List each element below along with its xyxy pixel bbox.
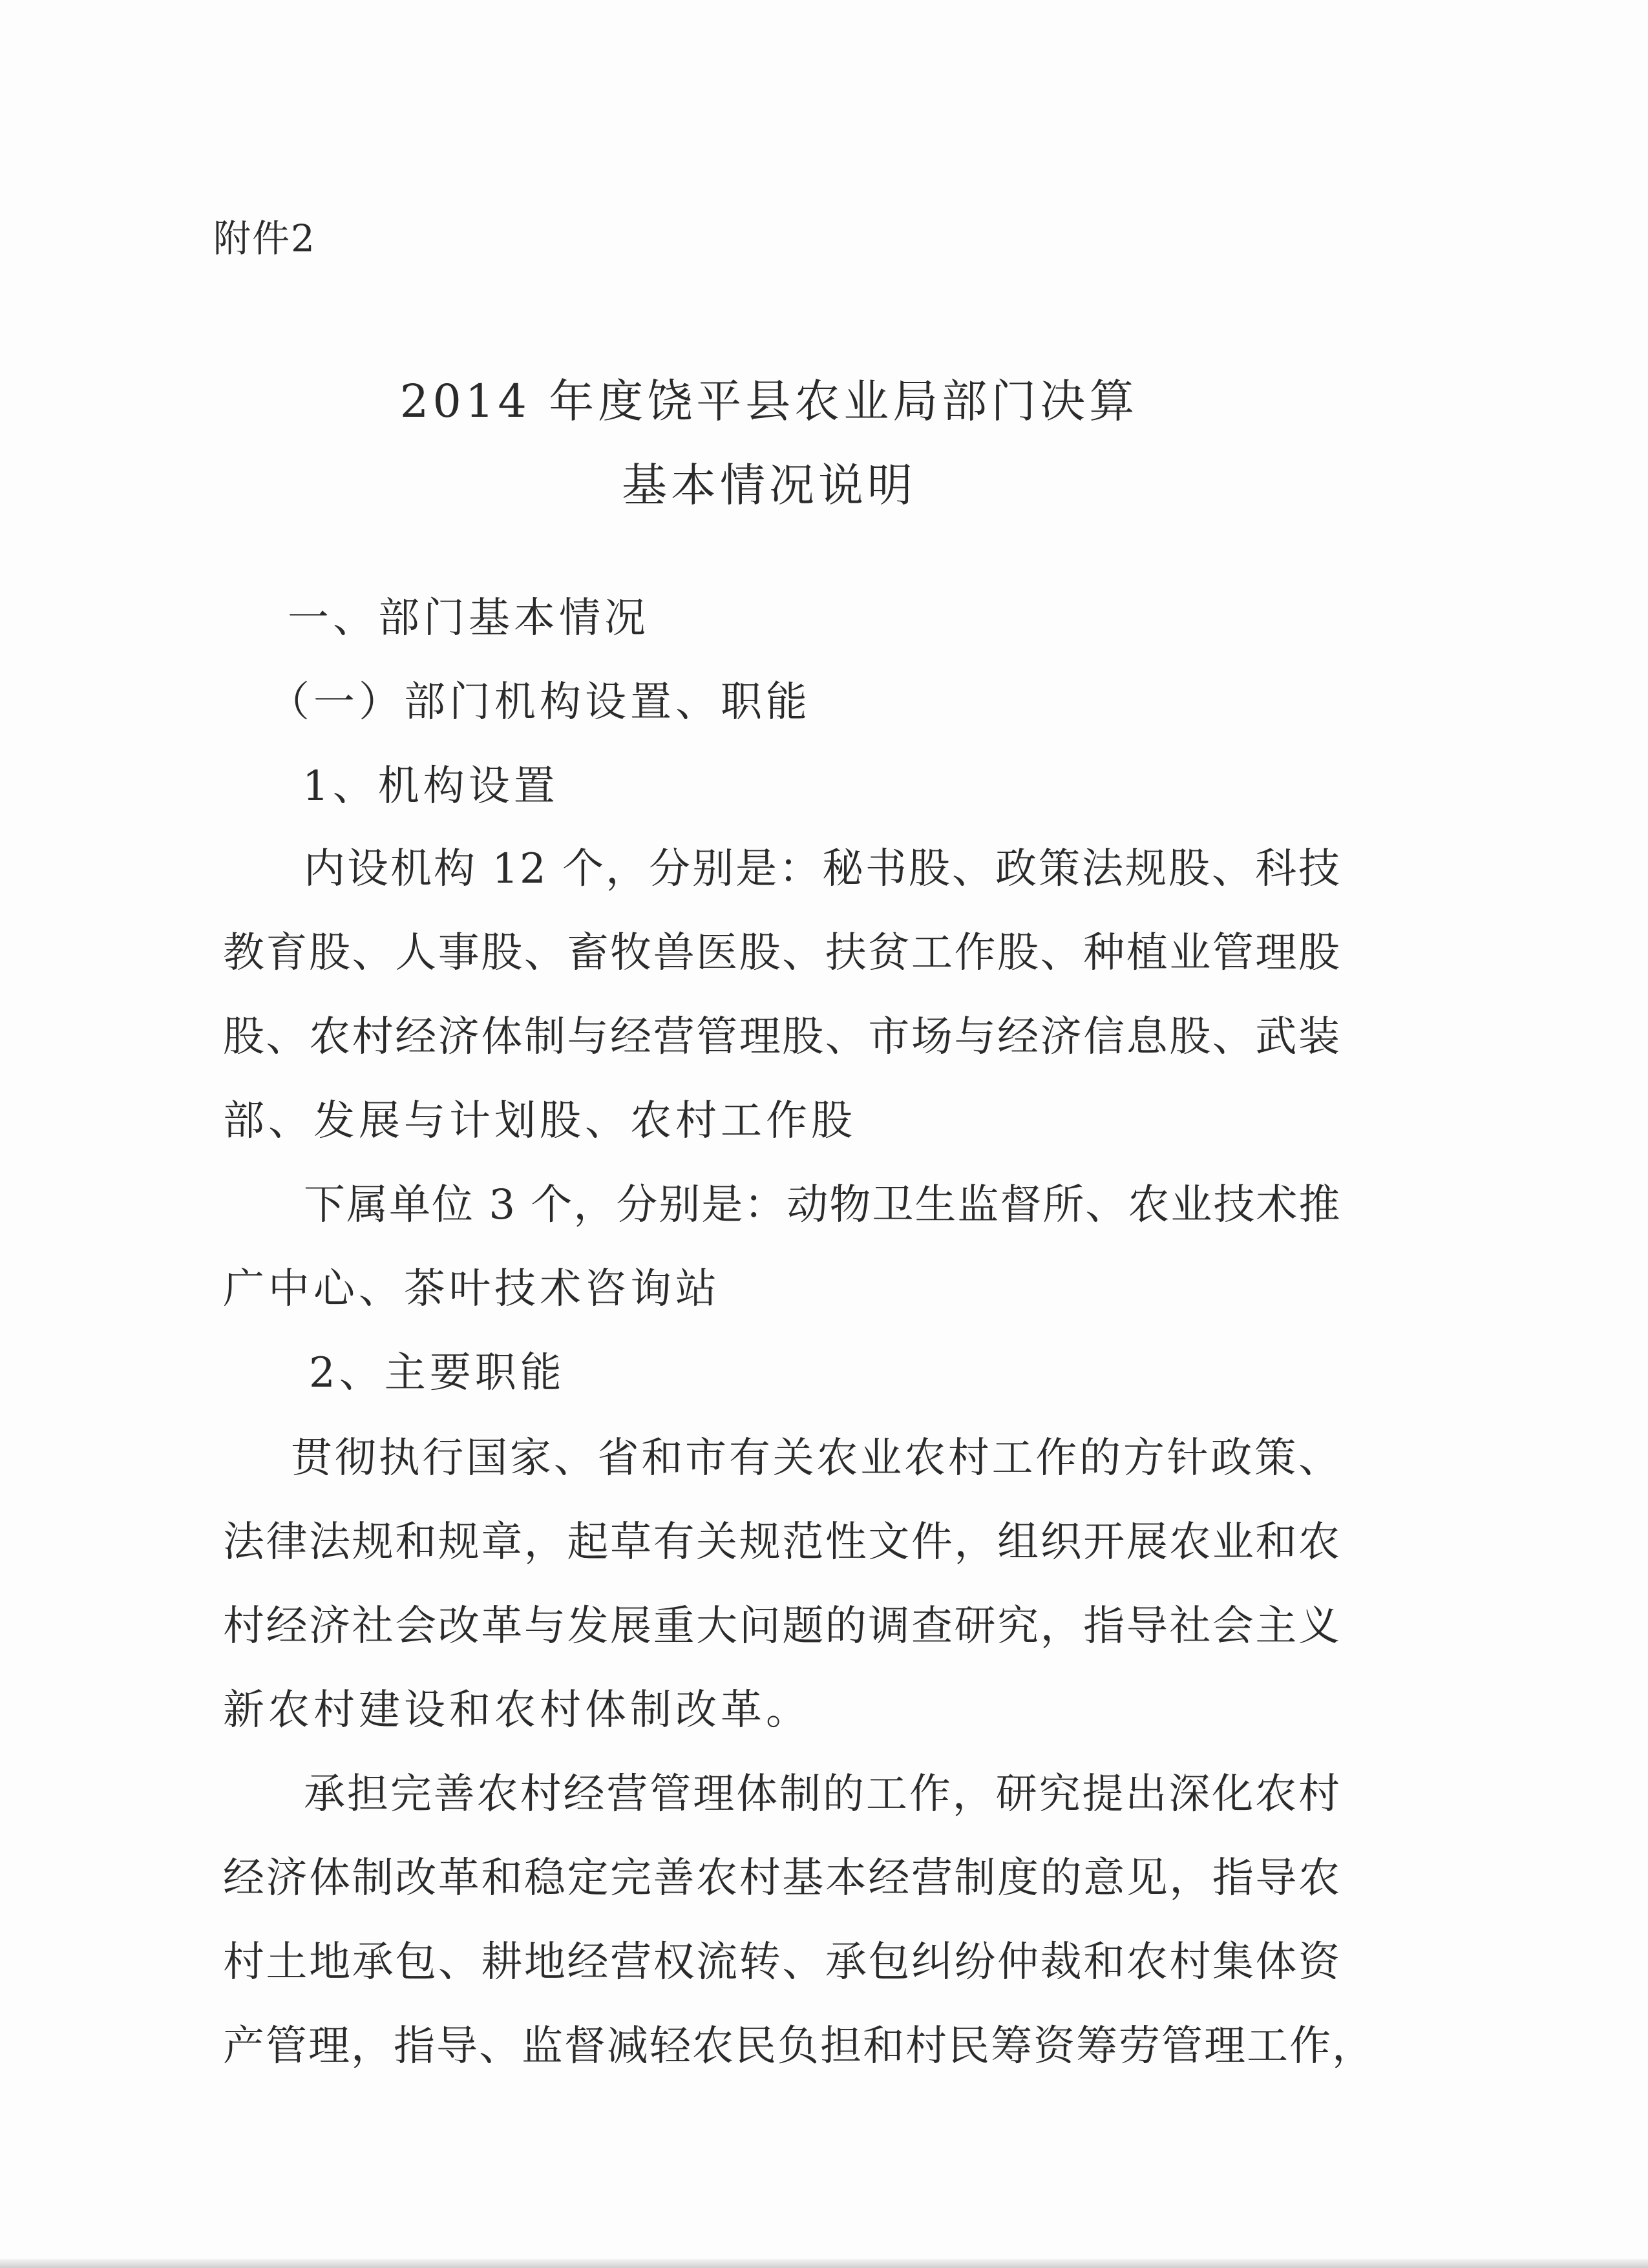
paragraph-line: 承担完善农村经营管理体制的工作，研究提出深化农村 (304, 1770, 1341, 1818)
scan-bottom-edge (0, 2259, 1648, 2268)
paragraph-line: 新农村建设和农村体制改革。 (223, 1686, 811, 1734)
document-title-line-2: 基本情况说明 (622, 459, 916, 512)
paragraph-line: 股、农村经济体制与经营管理股、市场与经济信息股、武装 (223, 1013, 1341, 1061)
section-heading-basic-info: 一、部门基本情况 (288, 594, 650, 642)
paragraph-line: 村土地承包、耕地经营权流转、承包纠纷仲裁和农村集体资 (223, 1938, 1341, 1986)
paragraph-line: 下属单位 3 个，分别是：动物卫生监督所、农业技术推 (304, 1181, 1342, 1229)
paragraph-line: 部、发展与计划股、农村工作股 (223, 1097, 856, 1145)
attachment-label: 附件2 (213, 216, 316, 260)
subsection-heading-structure: （一）部门机构设置、职能 (268, 678, 811, 726)
document-title-line-1: 2014 年度饶平县农业局部门决算 (399, 375, 1139, 428)
paragraph-line: 村经济社会改革与发展重大问题的调查研究，指导社会主义 (223, 1602, 1341, 1650)
paragraph-line: 教育股、人事股、畜牧兽医股、扶贫工作股、种植业管理股 (223, 929, 1341, 977)
paragraph-line: 法律法规和规章，起草有关规范性文件，组织开展农业和农 (223, 1518, 1341, 1566)
paragraph-line: 产管理，指导、监督减轻农民负担和村民筹资筹劳管理工作， (223, 2022, 1375, 2070)
paragraph-line: 经济体制改革和稳定完善农村基本经营制度的意见，指导农 (223, 1854, 1341, 1902)
paragraph-line: 广中心、茶叶技术咨询站 (223, 1265, 721, 1313)
item-heading-functions: 2、主要职能 (309, 1349, 565, 1397)
paragraph-line: 内设机构 12 个，分别是：秘书股、政策法规股、科技 (304, 845, 1341, 893)
item-heading-institutions: 1、机构设置 (302, 762, 559, 810)
paragraph-line: 贯彻执行国家、省和市有关农业农村工作的方针政策、 (291, 1434, 1341, 1482)
